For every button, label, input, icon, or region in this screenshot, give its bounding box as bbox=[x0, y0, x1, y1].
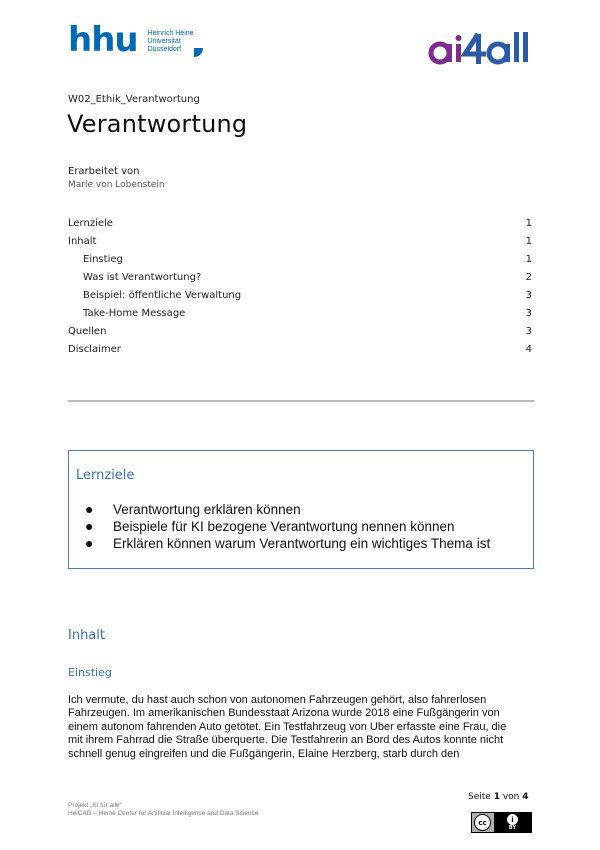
prepared-by-label: Erarbeitet von bbox=[68, 166, 140, 177]
toc-entry-label: Take-Home Message bbox=[83, 308, 186, 319]
ai4all-logo bbox=[428, 30, 538, 70]
toc-entry-page: 3 bbox=[525, 326, 532, 337]
cc-by-section bbox=[494, 813, 531, 832]
document-code: W02_Ethik_Verantwortung bbox=[68, 94, 200, 105]
toc-entry-was-ist-verantwortung[interactable] bbox=[68, 270, 532, 288]
toc-entry-page: 3 bbox=[525, 308, 532, 319]
footer-project: Projekt „KI für alle“ bbox=[68, 802, 122, 809]
toc-entry-label: Quellen bbox=[68, 326, 107, 337]
attribution-person-icon: i bbox=[507, 814, 518, 825]
hhu-logo-dot bbox=[194, 48, 203, 57]
author-name: Marie von Lobenstein bbox=[68, 180, 165, 190]
hhu-logo-mark: hhu bbox=[68, 20, 138, 60]
paragraph-line: schnell genug eingreifen und die Fußgängerin, Elaine Herzberg, starb durch den bbox=[68, 747, 460, 760]
toc-entry-page: 3 bbox=[525, 290, 532, 301]
bullet-icon: ● bbox=[85, 535, 94, 551]
bullet-icon: ● bbox=[85, 501, 94, 517]
hhu-logo-text: Heinrich Heine Universität Düsseldorf bbox=[147, 30, 194, 53]
toc-entry-label: Beispiel: öffentliche Verwaltung bbox=[83, 290, 242, 301]
learning-goals-box bbox=[68, 450, 534, 569]
paragraph-line: einem autonom fahrenden Auto getötet. Ein Testfahrzeug von Uber erfasste eine Frau, die bbox=[68, 720, 507, 733]
paragraph-line: Fahrzeugen. Im amerikanischen Bundesstaat Arizona wurde 2018 eine Fußgängerin von bbox=[68, 707, 500, 720]
hhu-logo bbox=[68, 20, 194, 60]
paragraph-line: Ich vermute, du hast auch schon von autonomen Fahrzeugen gehört, also fahrerlosen bbox=[68, 694, 487, 706]
document-title: Verantwortung bbox=[67, 110, 248, 138]
toc-entry-label: Was ist Verantwortung? bbox=[83, 272, 202, 283]
toc-entry-lernziele[interactable] bbox=[68, 216, 532, 234]
learning-goals-title: Lernziele bbox=[76, 468, 135, 483]
page-number: Seite 1 von 4 bbox=[468, 792, 529, 802]
cc-by-label: BY bbox=[508, 825, 517, 831]
toc-entry-beispiel-verwaltung[interactable] bbox=[68, 288, 532, 306]
toc-entry-inhalt[interactable] bbox=[68, 234, 532, 252]
content-heading: Inhalt bbox=[68, 628, 105, 643]
cc-icon: cc bbox=[474, 814, 491, 831]
toc-entry-page: 2 bbox=[525, 272, 532, 283]
toc-entry-take-home[interactable] bbox=[68, 306, 532, 324]
toc-entry-label: Lernziele bbox=[68, 218, 113, 229]
toc-entry-label: Inhalt bbox=[68, 236, 97, 247]
learning-goal-item: ● Beispiele für KI bezogene Verantwortung nennen können bbox=[85, 518, 455, 534]
cc-by-license-badge[interactable] bbox=[471, 812, 532, 833]
toc-entry-page: 1 bbox=[525, 218, 532, 229]
ai4all-logo-graphic bbox=[428, 30, 538, 70]
learning-goals-list bbox=[85, 501, 490, 552]
toc-entry-quellen[interactable] bbox=[68, 324, 532, 342]
footer-center: HeiCAD – Heine Center for Artificial Intelligence and Data Science bbox=[68, 810, 259, 817]
toc-entry-disclaimer[interactable] bbox=[68, 342, 532, 360]
toc-entry-page: 4 bbox=[525, 344, 532, 355]
toc-entry-einstieg[interactable] bbox=[68, 252, 532, 270]
toc-entry-page: 1 bbox=[525, 254, 532, 265]
paragraph-line: mit ihrem Fahrrad die Straße überquerte. Die Testfahrerin an Bord des Autos konnte nicht bbox=[68, 734, 504, 747]
content-subheading: Einstieg bbox=[68, 666, 112, 679]
section-divider bbox=[68, 400, 534, 402]
learning-goal-item: ● Verantwortung erklären können bbox=[85, 501, 301, 517]
bullet-icon: ● bbox=[85, 518, 94, 534]
toc-entry-page: 1 bbox=[525, 236, 532, 247]
learning-goal-item: ● Erklären können warum Verantwortung ein wichtiges Thema ist bbox=[85, 535, 491, 551]
footer-project-info bbox=[68, 802, 258, 818]
table-of-contents bbox=[68, 216, 532, 360]
intro-paragraph bbox=[68, 694, 534, 761]
toc-entry-label: Einstieg bbox=[83, 254, 123, 265]
toc-entry-label: Disclaimer bbox=[68, 344, 121, 355]
